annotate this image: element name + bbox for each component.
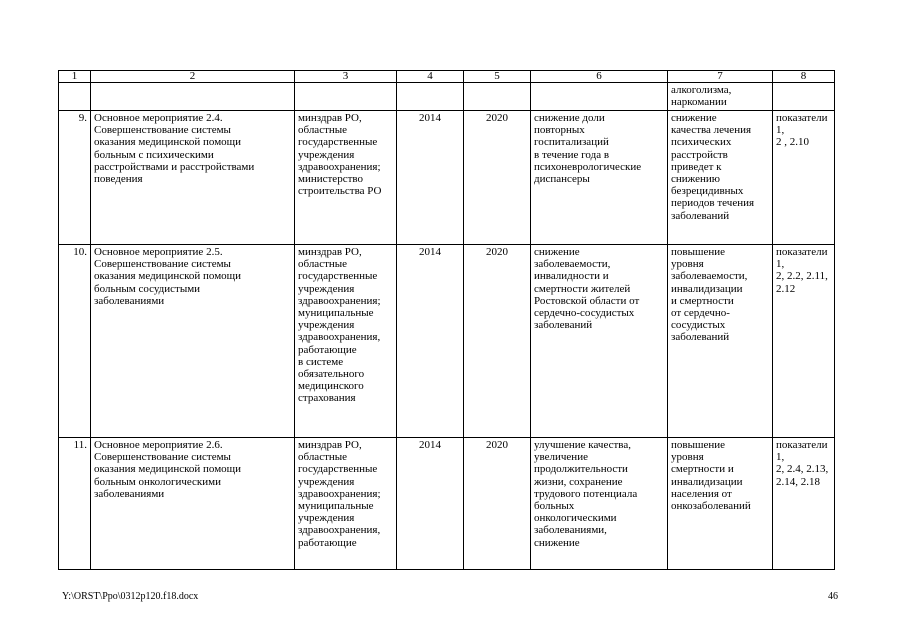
header-cell: 5 (464, 71, 531, 83)
non-implementation-consequences: повышение уровня заболеваемости, инвалидизации и смертности от сердечно- сосудистых заболеваний (668, 245, 773, 438)
non-implementation-consequences: алкоголизма, наркомании (668, 83, 773, 111)
table-row (59, 438, 835, 570)
end-year (464, 83, 531, 111)
measure-name: Основное мероприятие 2.6. Совершенствование системы оказания медицинской помощи больным онкологическими заболеваниями (91, 438, 295, 570)
expected-result: снижение заболеваемости, инвалидности и смертности жителей Ростовской области от сердечно-сосудистых заболеваний (531, 245, 668, 438)
measure-name: Основное мероприятие 2.5. Совершенствование системы оказания медицинской помощи больным сосудистыми заболеваниями (91, 245, 295, 438)
expected-result: снижение доли повторных госпитализаций в течение года в психоневрологические диспансеры (531, 111, 668, 245)
measure-name (91, 83, 295, 111)
end-year: 2020 (464, 111, 531, 245)
expected-result: улучшение качества, увеличение продолжительности жизни, сохранение трудового потенциала больных онкологическими заболеваниями, снижение (531, 438, 668, 570)
header-cell: 2 (91, 71, 295, 83)
measure-name: Основное мероприятие 2.4. Совершенствование системы оказания медицинской помощи больным с психическими расстройствами и расстройствами поведения (91, 111, 295, 245)
executor (295, 83, 397, 111)
row-number: 10. (59, 245, 91, 438)
header-cell: 7 (668, 71, 773, 83)
header-cell: 1 (59, 71, 91, 83)
start-year: 2014 (397, 245, 464, 438)
end-year: 2020 (464, 245, 531, 438)
indicators: показатели 1, 2, 2.2, 2.11, 2.12 (773, 245, 835, 438)
header-cell: 4 (397, 71, 464, 83)
end-year: 2020 (464, 438, 531, 570)
row-number (59, 83, 91, 111)
table-row (59, 111, 835, 245)
start-year: 2014 (397, 111, 464, 245)
column-number-row (59, 71, 835, 83)
non-implementation-consequences: снижение качества лечения психических расстройств приведет к снижению безрецидивных периодов течения заболеваний (668, 111, 773, 245)
row-number: 9. (59, 111, 91, 245)
expected-result (531, 83, 668, 111)
non-implementation-consequences: повышение уровня смертности и инвалидизации населения от онкозаболеваний (668, 438, 773, 570)
header-cell: 3 (295, 71, 397, 83)
table-row (59, 245, 835, 438)
executor: минздрав РО, областные государственные учреждения здравоохранения; муниципальные учреждения здравоохранения, работающие (295, 438, 397, 570)
page-number: 46 (828, 591, 838, 602)
executor: минздрав РО, областные государственные учреждения здравоохранения; министерство строительства РО (295, 111, 397, 245)
document-file-path: Y:\ORST\Ppo\0312p120.f18.docx (62, 591, 199, 602)
measures-table (58, 70, 835, 570)
start-year (397, 83, 464, 111)
table-row-continuation (59, 83, 835, 111)
start-year: 2014 (397, 438, 464, 570)
header-cell: 8 (773, 71, 835, 83)
row-number: 11. (59, 438, 91, 570)
indicators: показатели 1, 2, 2.4, 2.13, 2.14, 2.18 (773, 438, 835, 570)
header-cell: 6 (531, 71, 668, 83)
indicators (773, 83, 835, 111)
indicators: показатели 1, 2 , 2.10 (773, 111, 835, 245)
executor: минздрав РО, областные государственные учреждения здравоохранения; муниципальные учреждения здравоохранения, работающие в системе обязательного медицинского страхования (295, 245, 397, 438)
